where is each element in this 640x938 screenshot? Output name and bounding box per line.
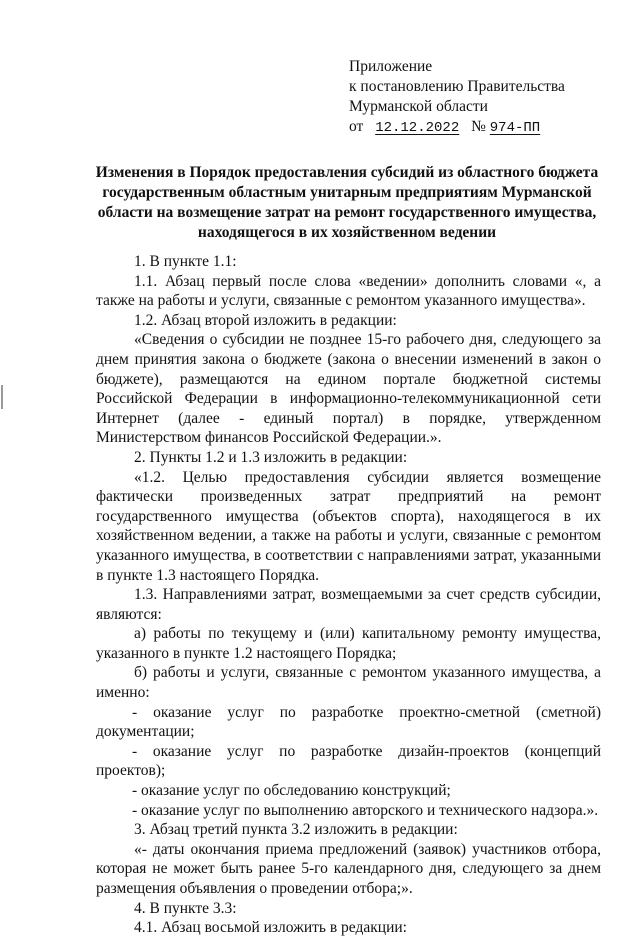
paragraph: 1.2. Абзац второй изложить в редакции: [134,311,397,329]
appendix-line-2: к постановлению Правительства [349,78,565,95]
scan-margin-mark [1,385,3,409]
document-title: Изменения в Порядок предоставления субсидий из областного бюджета государственным областным унитарным предприятиям Мурманской области на возмещение затрат на ремонт государственного имущества, находящегося в их хозяйственном ведении [95,164,599,241]
paragraph: «- даты окончания приема предложений (заявок) участников отбора, которая не может быть ранее 5-го календарного дня, следующего за днем размещения объявления о проведении отбора;». [96,840,601,897]
from-label: от [349,118,364,135]
number-label: № [471,118,486,135]
decree-number: 974-ПП [489,120,541,136]
appendix-block [349,57,565,138]
appendix-date-line [349,117,565,138]
paragraph: 4.1. Абзац восьмой изложить в редакции: [134,919,407,937]
list-item: - оказание услуг по выполнению авторского и технического надзора.». [132,801,599,819]
paragraph: 1.3. Направлениями затрат, возмещаемыми за счет средств субсидии, являются: [96,586,601,623]
paragraph: 2. Пункты 1.2 и 1.3 изложить в редакции: [134,448,408,466]
paragraph: 1.1. Абзац первый после слова «ведении» дополнить словами «, а также на работы и услуги, связанные с ремонтом указанного имущества». [96,272,601,310]
list-item: - оказание услуг по разработке дизайн-проектов (концепций проектов); [96,742,601,780]
paragraph: б) работы и услуги, связанные с ремонтом указанного имущества, а именно: [96,664,601,702]
document-body [96,252,601,938]
decree-date: 12.12.2022 [375,120,460,136]
paragraph: 3. Абзац третий пункта 3.2 изложить в редакции: [134,821,458,839]
paragraph: 1. В пункте 1.1: [134,253,237,270]
paragraph: «Сведения о субсидии не позднее 15-го рабочего дня, следующего за днем принятия закона о бюджете (закона о внесении изменений в закон о бюджете), размещаются на едином портале бюджетной системы Российской Федерации в информационно-телекоммуникационной сети Интернет (далее - единый портал) в порядке, утвержденном Министерством финансов Российской Федерации.». [96,331,601,447]
list-item: - оказание услуг по разработке проектно-сметной (сметной) документации; [96,703,601,741]
paragraph: 4. В пункте 3.3: [134,899,237,917]
paragraph: «1.2. Целью предоставления субсидии является возмещение фактически произведенных затрат предприятий на ремонт государственного имущества (объектов спорта), находящегося в их хозяйственном ведении, а также на работы и услуги, связанные с ремонтом указанного имущества, в соответствии с направлениями затрат, указанными в пункте 1.3 настоящего Порядка. [96,468,601,584]
list-item: - оказание услуг по обследованию конструкций; [132,782,451,800]
appendix-line-3: Мурманской области [349,98,488,115]
appendix-line-1: Приложение [349,58,433,75]
paragraph: а) работы по текущему и (или) капитальному ремонту имущества, указанного в пункте 1.2 настоящего Порядка; [96,625,601,662]
